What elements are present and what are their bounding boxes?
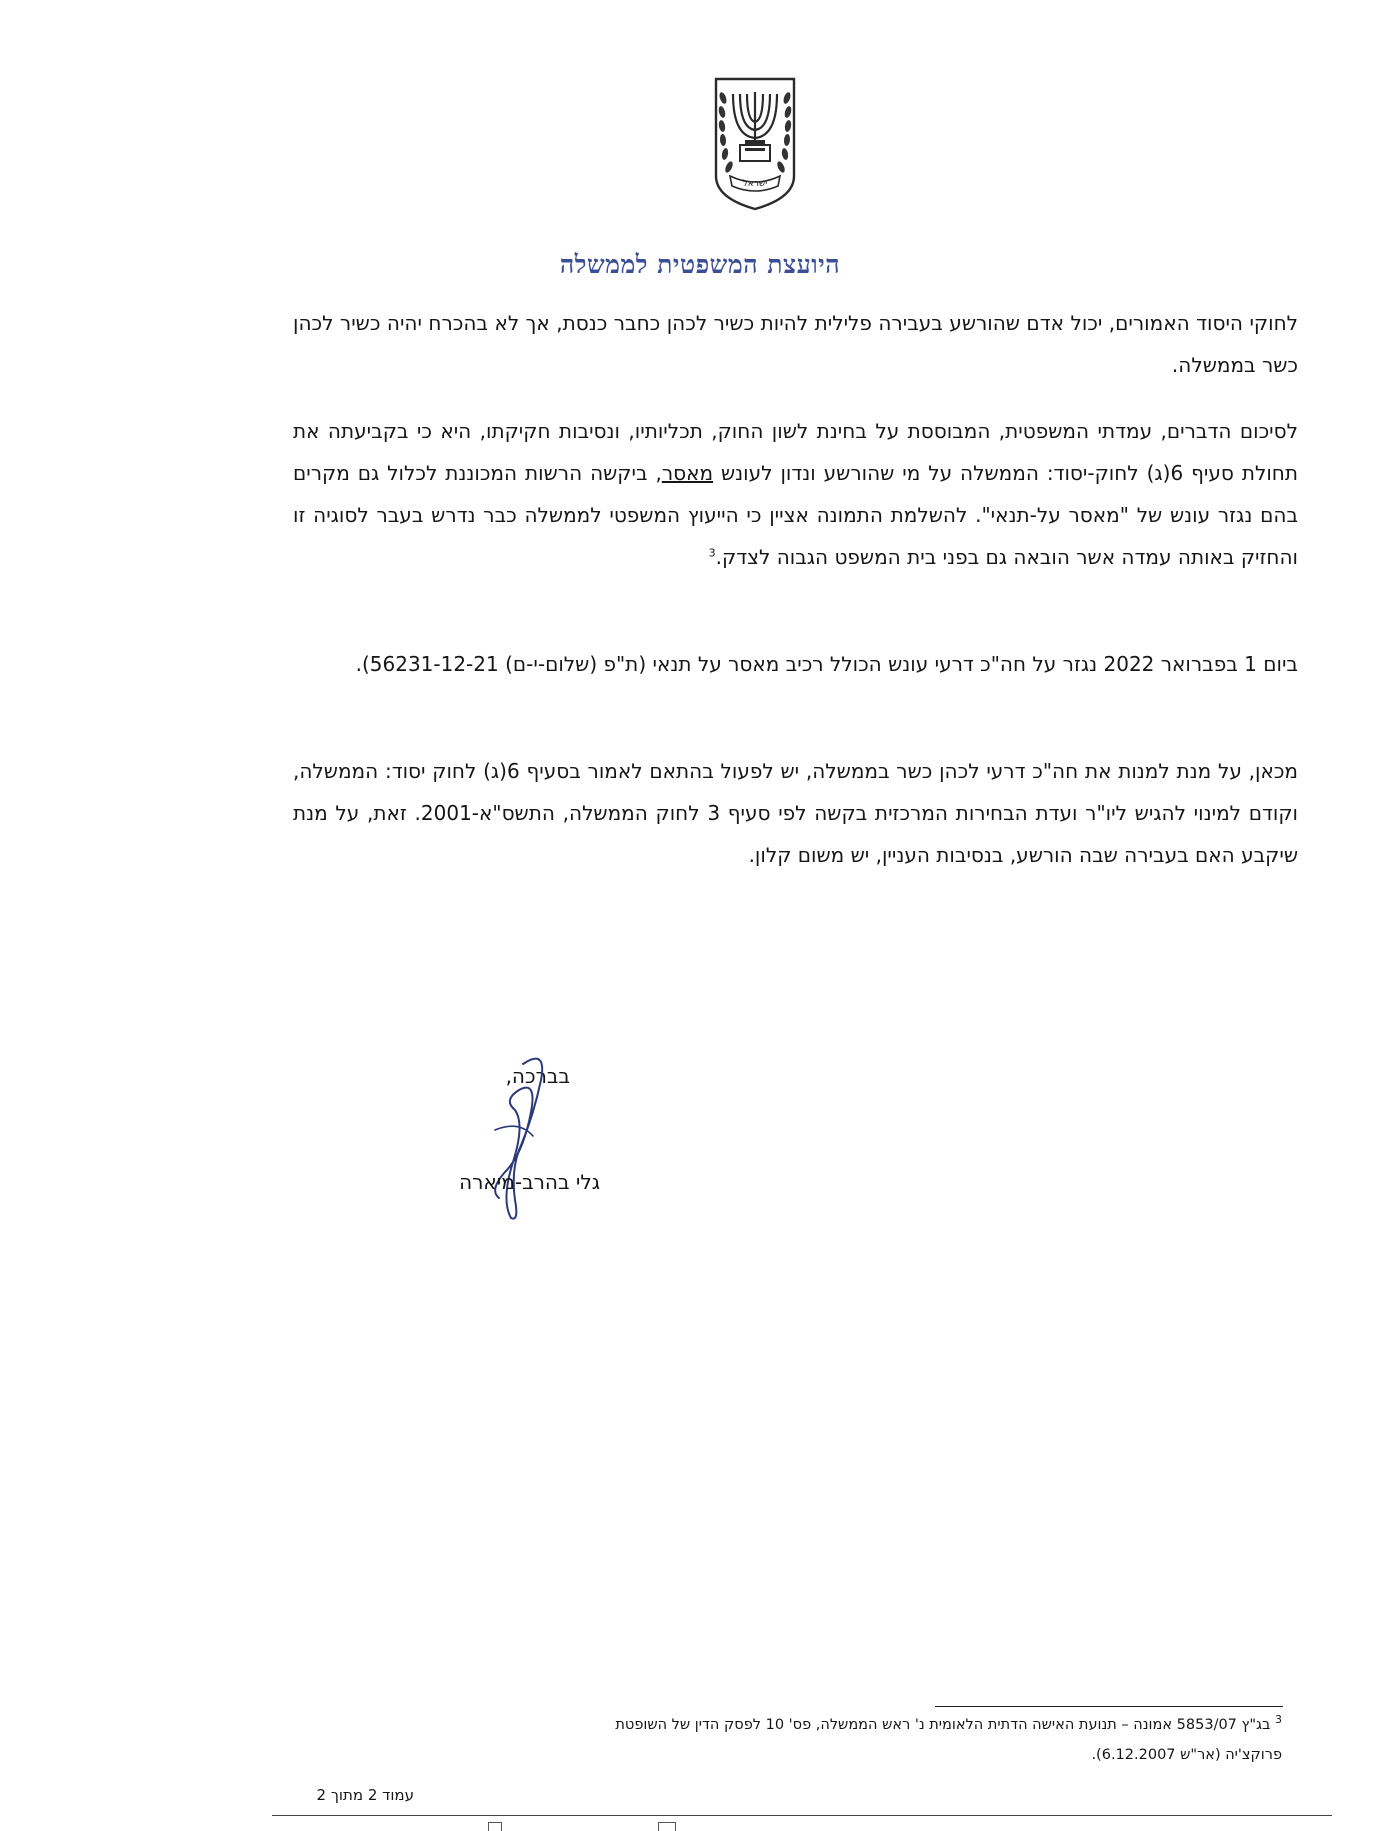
emblem-text: ישראל [742, 179, 768, 189]
signer-name: גלי בהרב-מיארה [459, 1170, 600, 1194]
paragraph-conclusion: מכאן, על מנת למנות את חה"כ דרעי לכהן כשר בממשלה, יש לפעול בהתאם לאמור בסעיף 6(ג) לחוק יסוד: הממשלה, וקודם למינוי להגיש ליו"ר ועדת הבחירות המרכזית בקשה לפי סעיף 3 לחוק הממשלה, התשס"א-2001. זאת, על מנת שיקבע האם בעבירה שבה הורשע, בנסיבות העניין, יש משום קלון. [293, 759, 1298, 867]
paragraph-summary-text-b: , ביקשה הרשות המכוננת לכלול גם מקרים בהם נגזר עונש של "מאסר על-תנאי". להשלמת התמונה אציין כי הייעוץ המשפטי לממשלה כבר נדרש בעבר לסוגיה זו והחזיק באותה עמדה אשר הובאה גם בפני בית המשפט הגבוה לצדק. [293, 461, 1298, 569]
footnote-marker: 3 [1275, 1713, 1282, 1727]
signature-block [420, 1050, 620, 1230]
state-of-israel-emblem-icon [712, 76, 798, 212]
paragraph-summary-text-a: לסיכום הדברים, עמדתי המשפטית, המבוססת על בחינת לשון החוק, תכליותיו, ונסיבות חקיקתו, היא כי בקביעתה את תחולת סעיף 6(ג) לחוק-יסוד: הממשלה על מי שהורשע ונדון לעונש [293, 419, 1298, 485]
footnote-line-1 [382, 1711, 1282, 1739]
footnote-separator [935, 1706, 1283, 1707]
closing-greeting: בברכה, [505, 1064, 570, 1088]
office-title: היועצת המשפטית לממשלה [559, 250, 841, 279]
footer-rule [272, 1815, 1332, 1816]
paragraph-sentencing-date: ביום 1 בפברואר 2022 נגזר על חה"כ דרעי עונש הכולל רכיב מאסר על תנאי (ת"פ (שלום-י-ם) 56231-12-21). [355, 652, 1298, 676]
state-emblem [712, 76, 798, 212]
paragraph-legal-eligibility: לחוקי היסוד האמורים, יכול אדם שהורשע בעבירה פלילית להיות כשיר לכהן כחבר כנסת, אך לא בהכרח יהיה כשיר לכהן כשר בממשלה. [293, 311, 1298, 377]
underlined-term: מאסר [661, 461, 714, 485]
footnote-text-1: בג"ץ 5853/07 אמונה – תנועת האישה הדתית הלאומית נ' ראש הממשלה, פס' 10 לפסק הדין של השופטת [615, 1717, 1271, 1733]
footnote-reference: 3 [708, 546, 716, 560]
handwritten-signature-icon [475, 1050, 555, 1225]
footnote-line-2: פרוקצ'יה (אר"ש 6.12.2007). [1091, 1747, 1282, 1763]
paragraph-summary-position [293, 410, 1298, 578]
page-number: עמוד 2 מתוך 2 [316, 1786, 414, 1804]
